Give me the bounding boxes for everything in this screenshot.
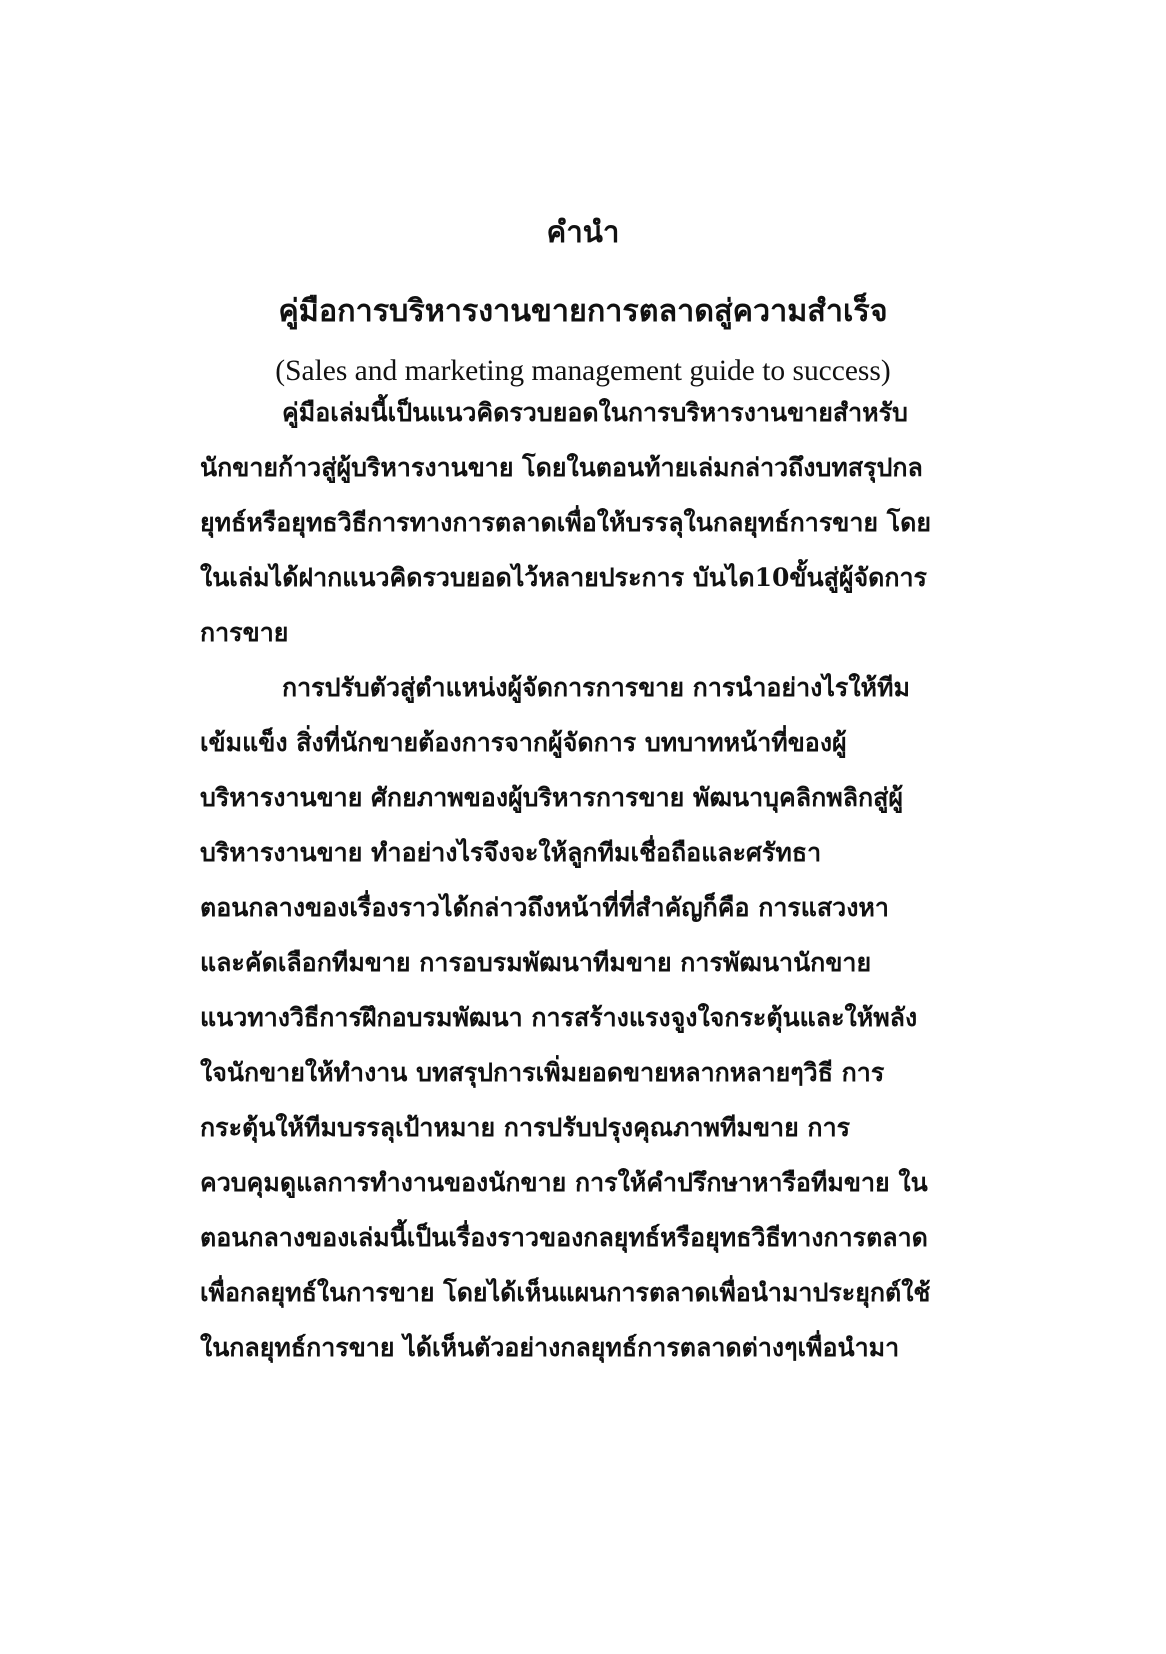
paragraph-line: เพื่อกลยุทธ์ในการขาย โดยได้เห็นแผนการตลาดเพื่อนำมาประยุกต์ใช้ [200, 1278, 931, 1307]
paragraph-line: ตอนกลางของเล่มนี้เป็นเรื่องราวของกลยุทธ์หรือยุทธวิธีทางการตลาด [200, 1223, 928, 1252]
paragraph-line: กระตุ้นให้ทีมบรรลุเป้าหมาย การปรับปรุงคุณภาพทีมขาย การ [200, 1113, 851, 1142]
paragraph-line: ตอนกลางของเรื่องราวได้กล่าวถึงหน้าที่ที่สำคัญก็คือ การแสวงหา [200, 893, 889, 922]
paragraph-line: การขาย [200, 618, 289, 647]
paragraph-line: ในกลยุทธ์การขาย ได้เห็นตัวอย่างกลยุทธ์การตลาดต่างๆเพื่อนำมา [200, 1333, 900, 1362]
paragraph-line: บริหารงานขาย ศักยภาพของผู้บริหารการขาย พัฒนาบุคลิกพลิกสู่ผู้ [200, 783, 904, 812]
paragraph-line: ยุทธ์หรือยุทธวิธีการทางการตลาดเพื่อให้บรรลุในกลยุทธ์การขาย โดย [200, 508, 932, 537]
book-title: คู่มือการบริหารงานขายการตลาดสู่ความสำเร็จ [278, 293, 888, 329]
english-subtitle: (Sales and marketing management guide to success) [275, 355, 891, 387]
preface-heading: คำนำ [546, 214, 620, 249]
paragraph-line: และคัดเลือกทีมขาย การอบรมพัฒนาทีมขาย การพัฒนานักขาย [200, 948, 872, 977]
paragraph-line: ในเล่มได้ฝากแนวคิดรวบยอดไว้หลายประการ บันได10ขั้นสู่ผู้จัดการ [200, 563, 927, 592]
paragraph-line: นักขายก้าวสู่ผู้บริหารงานขาย โดยในตอนท้ายเล่มกล่าวถึงบทสรุปกล [200, 453, 923, 482]
paragraph-line: ใจนักขายให้ทำงาน บทสรุปการเพิ่มยอดขายหลากหลายๆวิธี การ [200, 1058, 885, 1087]
paragraph-line: ควบคุมดูแลการทำงานของนักขาย การให้คำปรึกษาหารือทีมขาย ใน [200, 1168, 928, 1197]
paragraph-line: เข้มแข็ง สิ่งที่นักขายต้องการจากผู้จัดการ บทบาทหน้าที่ของผู้ [200, 728, 847, 757]
paragraph-line: แนวทางวิธีการฝึกอบรมพัฒนา การสร้างแรงจูงใจกระตุ้นและให้พลัง [200, 1003, 918, 1032]
paragraph-line: คู่มือเล่มนี้เป็นแนวคิดรวบยอดในการบริหารงานขายสำหรับ [282, 398, 908, 427]
paragraph-line: บริหารงานขาย ทำอย่างไรจึงจะให้ลูกทีมเชื่อถือและศรัทธา [200, 838, 822, 867]
paragraph-line: การปรับตัวสู่ตำแหน่งผู้จัดการการขาย การนำอย่างไรให้ทีม [282, 673, 910, 702]
